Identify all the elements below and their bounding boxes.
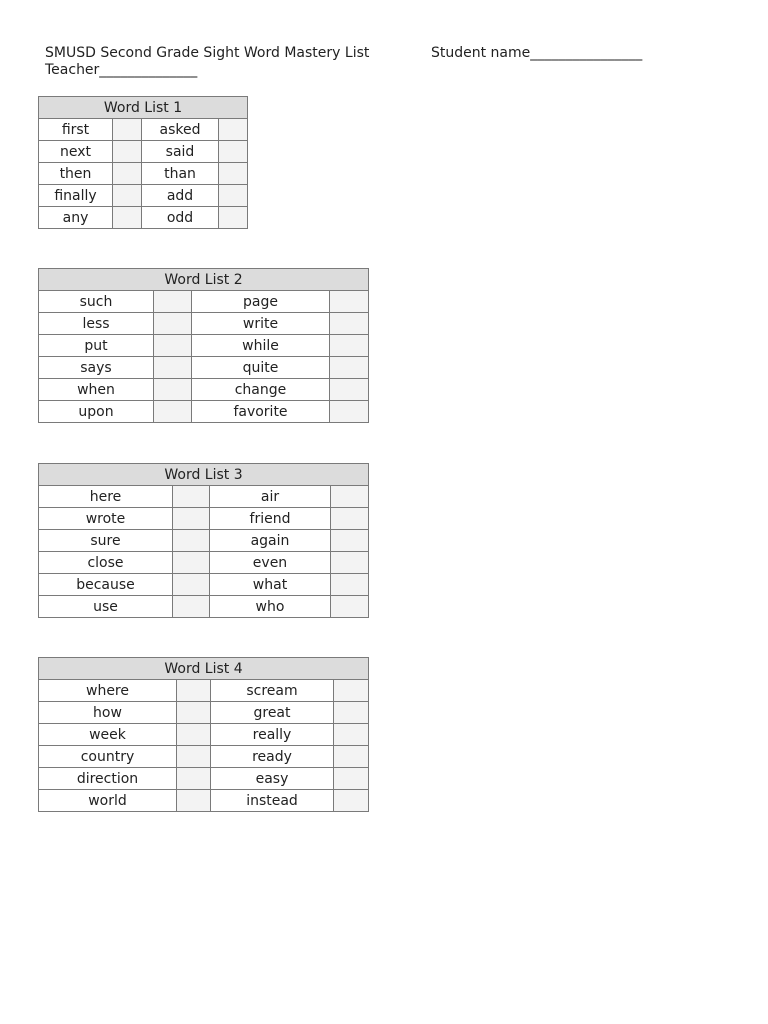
word-cell: easy: [211, 768, 334, 790]
check-box[interactable]: [219, 141, 248, 163]
check-box[interactable]: [177, 768, 211, 790]
word-cell: how: [39, 702, 177, 724]
teacher-field: Teacher______________: [45, 62, 198, 78]
word-list-title: Word List 1: [39, 97, 248, 119]
check-box[interactable]: [334, 724, 369, 746]
word-list-3-table: [38, 463, 369, 618]
check-box[interactable]: [219, 207, 248, 229]
word-cell: favorite: [192, 401, 330, 423]
word-cell: scream: [211, 680, 334, 702]
check-box[interactable]: [173, 530, 210, 552]
table-row: [39, 207, 248, 229]
check-box[interactable]: [219, 185, 248, 207]
check-box[interactable]: [177, 724, 211, 746]
table-row: [39, 574, 369, 596]
table-row: [39, 401, 369, 423]
word-cell: any: [39, 207, 113, 229]
word-cell: instead: [211, 790, 334, 812]
word-list-2-table: [38, 268, 369, 423]
check-box[interactable]: [219, 163, 248, 185]
check-box[interactable]: [177, 702, 211, 724]
word-cell: said: [142, 141, 219, 163]
table-row: [39, 335, 369, 357]
word-cell: ready: [211, 746, 334, 768]
word-cell: less: [39, 313, 154, 335]
check-box[interactable]: [334, 680, 369, 702]
check-box[interactable]: [173, 574, 210, 596]
check-box[interactable]: [177, 746, 211, 768]
check-box[interactable]: [173, 486, 210, 508]
word-cell: use: [39, 596, 173, 618]
table-row: [39, 357, 369, 379]
check-box[interactable]: [173, 552, 210, 574]
table-row: [39, 746, 369, 768]
word-cell: change: [192, 379, 330, 401]
word-cell: page: [192, 291, 330, 313]
word-cell: week: [39, 724, 177, 746]
word-cell: again: [210, 530, 331, 552]
word-cell: great: [211, 702, 334, 724]
table-row: [39, 724, 369, 746]
word-cell: here: [39, 486, 173, 508]
word-cell: asked: [142, 119, 219, 141]
check-box[interactable]: [331, 486, 369, 508]
word-list-1-table: [38, 96, 248, 229]
word-cell: put: [39, 335, 154, 357]
word-cell: direction: [39, 768, 177, 790]
student-name-field: Student name________________: [431, 45, 643, 61]
table-row: [39, 379, 369, 401]
check-box[interactable]: [113, 141, 142, 163]
check-box[interactable]: [334, 790, 369, 812]
word-cell: friend: [210, 508, 331, 530]
check-box[interactable]: [330, 379, 369, 401]
word-cell: finally: [39, 185, 113, 207]
check-box[interactable]: [113, 185, 142, 207]
table-row: [39, 552, 369, 574]
check-box[interactable]: [334, 746, 369, 768]
check-box[interactable]: [330, 313, 369, 335]
word-cell: when: [39, 379, 154, 401]
word-cell: air: [210, 486, 331, 508]
word-cell: who: [210, 596, 331, 618]
check-box[interactable]: [113, 207, 142, 229]
document-title: SMUSD Second Grade Sight Word Mastery List: [45, 45, 370, 61]
table-row: [39, 768, 369, 790]
check-box[interactable]: [334, 702, 369, 724]
word-cell: first: [39, 119, 113, 141]
word-cell: while: [192, 335, 330, 357]
check-box[interactable]: [113, 119, 142, 141]
check-box[interactable]: [330, 357, 369, 379]
check-box[interactable]: [154, 357, 192, 379]
table-row: [39, 486, 369, 508]
word-cell: next: [39, 141, 113, 163]
table-row: [39, 702, 369, 724]
table-row: [39, 119, 248, 141]
word-cell: add: [142, 185, 219, 207]
word-cell: because: [39, 574, 173, 596]
word-cell: world: [39, 790, 177, 812]
check-box[interactable]: [154, 313, 192, 335]
check-box[interactable]: [173, 596, 210, 618]
word-cell: such: [39, 291, 154, 313]
table-row: [39, 508, 369, 530]
table-row: [39, 141, 248, 163]
word-cell: country: [39, 746, 177, 768]
check-box[interactable]: [177, 790, 211, 812]
check-box[interactable]: [113, 163, 142, 185]
check-box[interactable]: [173, 508, 210, 530]
check-box[interactable]: [331, 552, 369, 574]
check-box[interactable]: [331, 574, 369, 596]
table-row: [39, 790, 369, 812]
table-row: [39, 596, 369, 618]
word-cell: write: [192, 313, 330, 335]
check-box[interactable]: [331, 530, 369, 552]
word-cell: upon: [39, 401, 154, 423]
word-cell: really: [211, 724, 334, 746]
check-box[interactable]: [154, 291, 192, 313]
word-cell: odd: [142, 207, 219, 229]
word-cell: quite: [192, 357, 330, 379]
table-row: [39, 291, 369, 313]
word-cell: says: [39, 357, 154, 379]
table-row: [39, 163, 248, 185]
check-box[interactable]: [330, 401, 369, 423]
check-box[interactable]: [330, 291, 369, 313]
check-box[interactable]: [334, 768, 369, 790]
word-cell: even: [210, 552, 331, 574]
word-list-title: Word List 2: [39, 269, 369, 291]
check-box[interactable]: [330, 335, 369, 357]
check-box[interactable]: [177, 680, 211, 702]
word-cell: where: [39, 680, 177, 702]
table-row: [39, 313, 369, 335]
check-box[interactable]: [331, 508, 369, 530]
check-box[interactable]: [219, 119, 248, 141]
word-cell: wrote: [39, 508, 173, 530]
check-box[interactable]: [154, 335, 192, 357]
check-box[interactable]: [331, 596, 369, 618]
header-right: [431, 45, 642, 62]
word-list-title: Word List 3: [39, 464, 369, 486]
check-box[interactable]: [154, 379, 192, 401]
header-left: [45, 45, 369, 79]
word-cell: sure: [39, 530, 173, 552]
word-cell: what: [210, 574, 331, 596]
word-list-title: Word List 4: [39, 658, 369, 680]
word-cell: close: [39, 552, 173, 574]
table-row: [39, 680, 369, 702]
word-cell: then: [39, 163, 113, 185]
check-box[interactable]: [154, 401, 192, 423]
table-row: [39, 185, 248, 207]
table-row: [39, 530, 369, 552]
word-list-4-table: [38, 657, 369, 812]
word-cell: than: [142, 163, 219, 185]
